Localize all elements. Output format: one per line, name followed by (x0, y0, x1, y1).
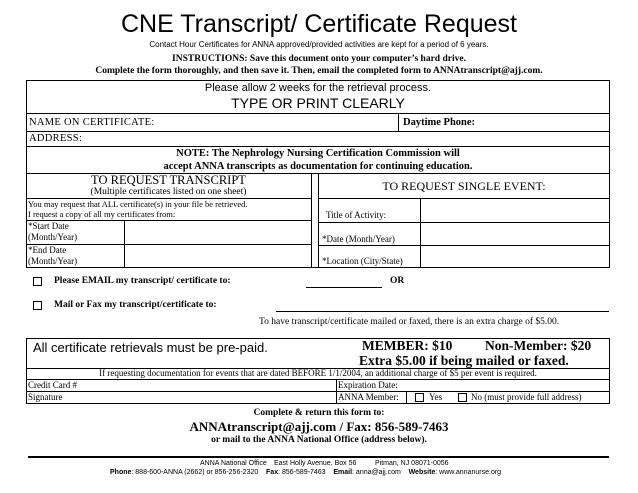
credit-card-field[interactable] (95, 380, 335, 391)
return-line-3: or mail to the ANNA National Office (address below). (211, 435, 427, 445)
prepaid-note: All certificate retrievals must be pre-paid. (33, 340, 268, 355)
signature-label: Signature (28, 392, 63, 402)
single-event-heading: TO REQUEST SINGLE EVENT: (382, 179, 546, 193)
member-price: MEMBER: $10 (362, 338, 453, 353)
footer-address: East Holly Avenue, Box 56 (274, 460, 357, 467)
email-field[interactable] (306, 287, 382, 288)
footer-website-label: Website (408, 469, 436, 476)
address-field[interactable] (90, 132, 609, 146)
footer-fax-label: Fax (266, 469, 279, 476)
return-contact: ANNAtranscript@ajj.com / Fax: 856-589-7463 (189, 419, 449, 434)
subtitle: Contact Hour Certificates for ANNA approved/provided activities are kept for a period of 6 years. (149, 40, 489, 49)
name-label: NAME ON CERTIFICATE: (29, 117, 155, 128)
extra-charge: Extra $5.00 if being mailed or faxed. (359, 353, 569, 368)
footer-email: : anna@ajj.com (352, 469, 401, 476)
member-yes-checkbox[interactable] (415, 393, 424, 402)
footer-website: : www.annanurse.org (435, 469, 502, 476)
email-delivery-label: Please EMAIL my transcript/ certificate to: (54, 276, 231, 286)
expiration-field[interactable] (410, 380, 609, 391)
page-title: CNE Transcript/ Certificate Request (121, 10, 517, 38)
activity-title-field[interactable] (421, 199, 609, 221)
start-date-sublabel: (Month/Year) (28, 232, 78, 242)
signature-field[interactable] (95, 392, 335, 403)
event-date-field[interactable] (421, 223, 609, 245)
transcript-subheading: (Multiple certificates listed on one sheet) (90, 187, 247, 197)
address-label: ADDRESS: (29, 133, 83, 144)
instructions-line-2: Complete the form thoroughly, and then save it. Then, email the completed form to ANNAtranscript@ajj.com. (95, 66, 543, 76)
notice-line-1: Please allow 2 weeks for the retrieval process. (204, 82, 432, 94)
pre-2004-note: If requesting documentation for events that are dated BEFORE 1/1/2004, an additional charge of $5 per event is required. (99, 368, 537, 378)
member-no-checkbox[interactable] (458, 393, 467, 402)
phone-label: Daytime Phone: (403, 117, 476, 128)
transcript-desc-1: You may request that ALL certificate(s) in your file be retrieved. (28, 199, 248, 209)
mail-fax-field[interactable] (276, 311, 609, 312)
note-line-1: NOTE: The Nephrology Nursing Certification Commission will (176, 148, 460, 159)
end-date-field[interactable] (125, 245, 310, 267)
credit-card-label: Credit Card # (28, 380, 77, 390)
footer-contact (110, 469, 501, 476)
transcript-desc-2: I request a copy of all my certificates from: (28, 209, 176, 219)
footer-phone-label: Phone (110, 469, 132, 476)
member-no-label: No (must provide full address) (471, 392, 582, 402)
end-date-sublabel: (Month/Year) (28, 256, 78, 266)
anna-member-label: ANNA Member: (338, 392, 399, 402)
mail-fax-label: Mail or Fax my transcript/certificate to: (54, 300, 217, 310)
return-line-1: Complete & return this form to: (253, 408, 385, 418)
or-label: OR (390, 276, 405, 286)
name-field[interactable] (170, 114, 398, 131)
end-date-label: *End Date (28, 245, 67, 255)
event-location-field[interactable] (421, 246, 609, 267)
mail-fax-checkbox[interactable] (33, 301, 42, 310)
activity-title-label: Title of Activity: (326, 210, 387, 220)
transcript-heading: TO REQUEST TRANSCRIPT (91, 173, 246, 187)
footer-city: Pitman, NJ 08071-0056 (375, 460, 449, 467)
footer-fax: : 856-589-7463 (278, 469, 326, 476)
instructions-line-1: INSTRUCTIONS: Save this document onto your computer’s hard drive. (172, 54, 466, 64)
notice-line-2: TYPE OR PRINT CLEARLY (231, 95, 405, 111)
nonmember-price: Non-Member: $20 (485, 338, 592, 353)
expiration-label: Expiration Date: (338, 380, 398, 390)
footer-email-label: Email (333, 469, 353, 476)
footer-phone: : 888-600-ANNA (2662) or 856-256-2320 (131, 469, 259, 476)
email-checkbox[interactable] (33, 277, 42, 286)
mail-charge-note: To have transcript/certificate mailed or faxed, there is an extra charge of $5.00. (259, 317, 560, 327)
start-date-field[interactable] (125, 221, 310, 243)
phone-field[interactable] (494, 114, 609, 131)
note-line-2: accept ANNA transcripts as documentation for continuing education. (163, 161, 473, 172)
event-date-label: *Date (Month/Year) (322, 234, 395, 244)
event-location-label: *Location (City/State) (322, 256, 403, 266)
member-yes-label: Yes (429, 392, 443, 402)
footer-org: ANNA National Office (200, 460, 267, 467)
start-date-label: *Start Date (28, 221, 69, 231)
